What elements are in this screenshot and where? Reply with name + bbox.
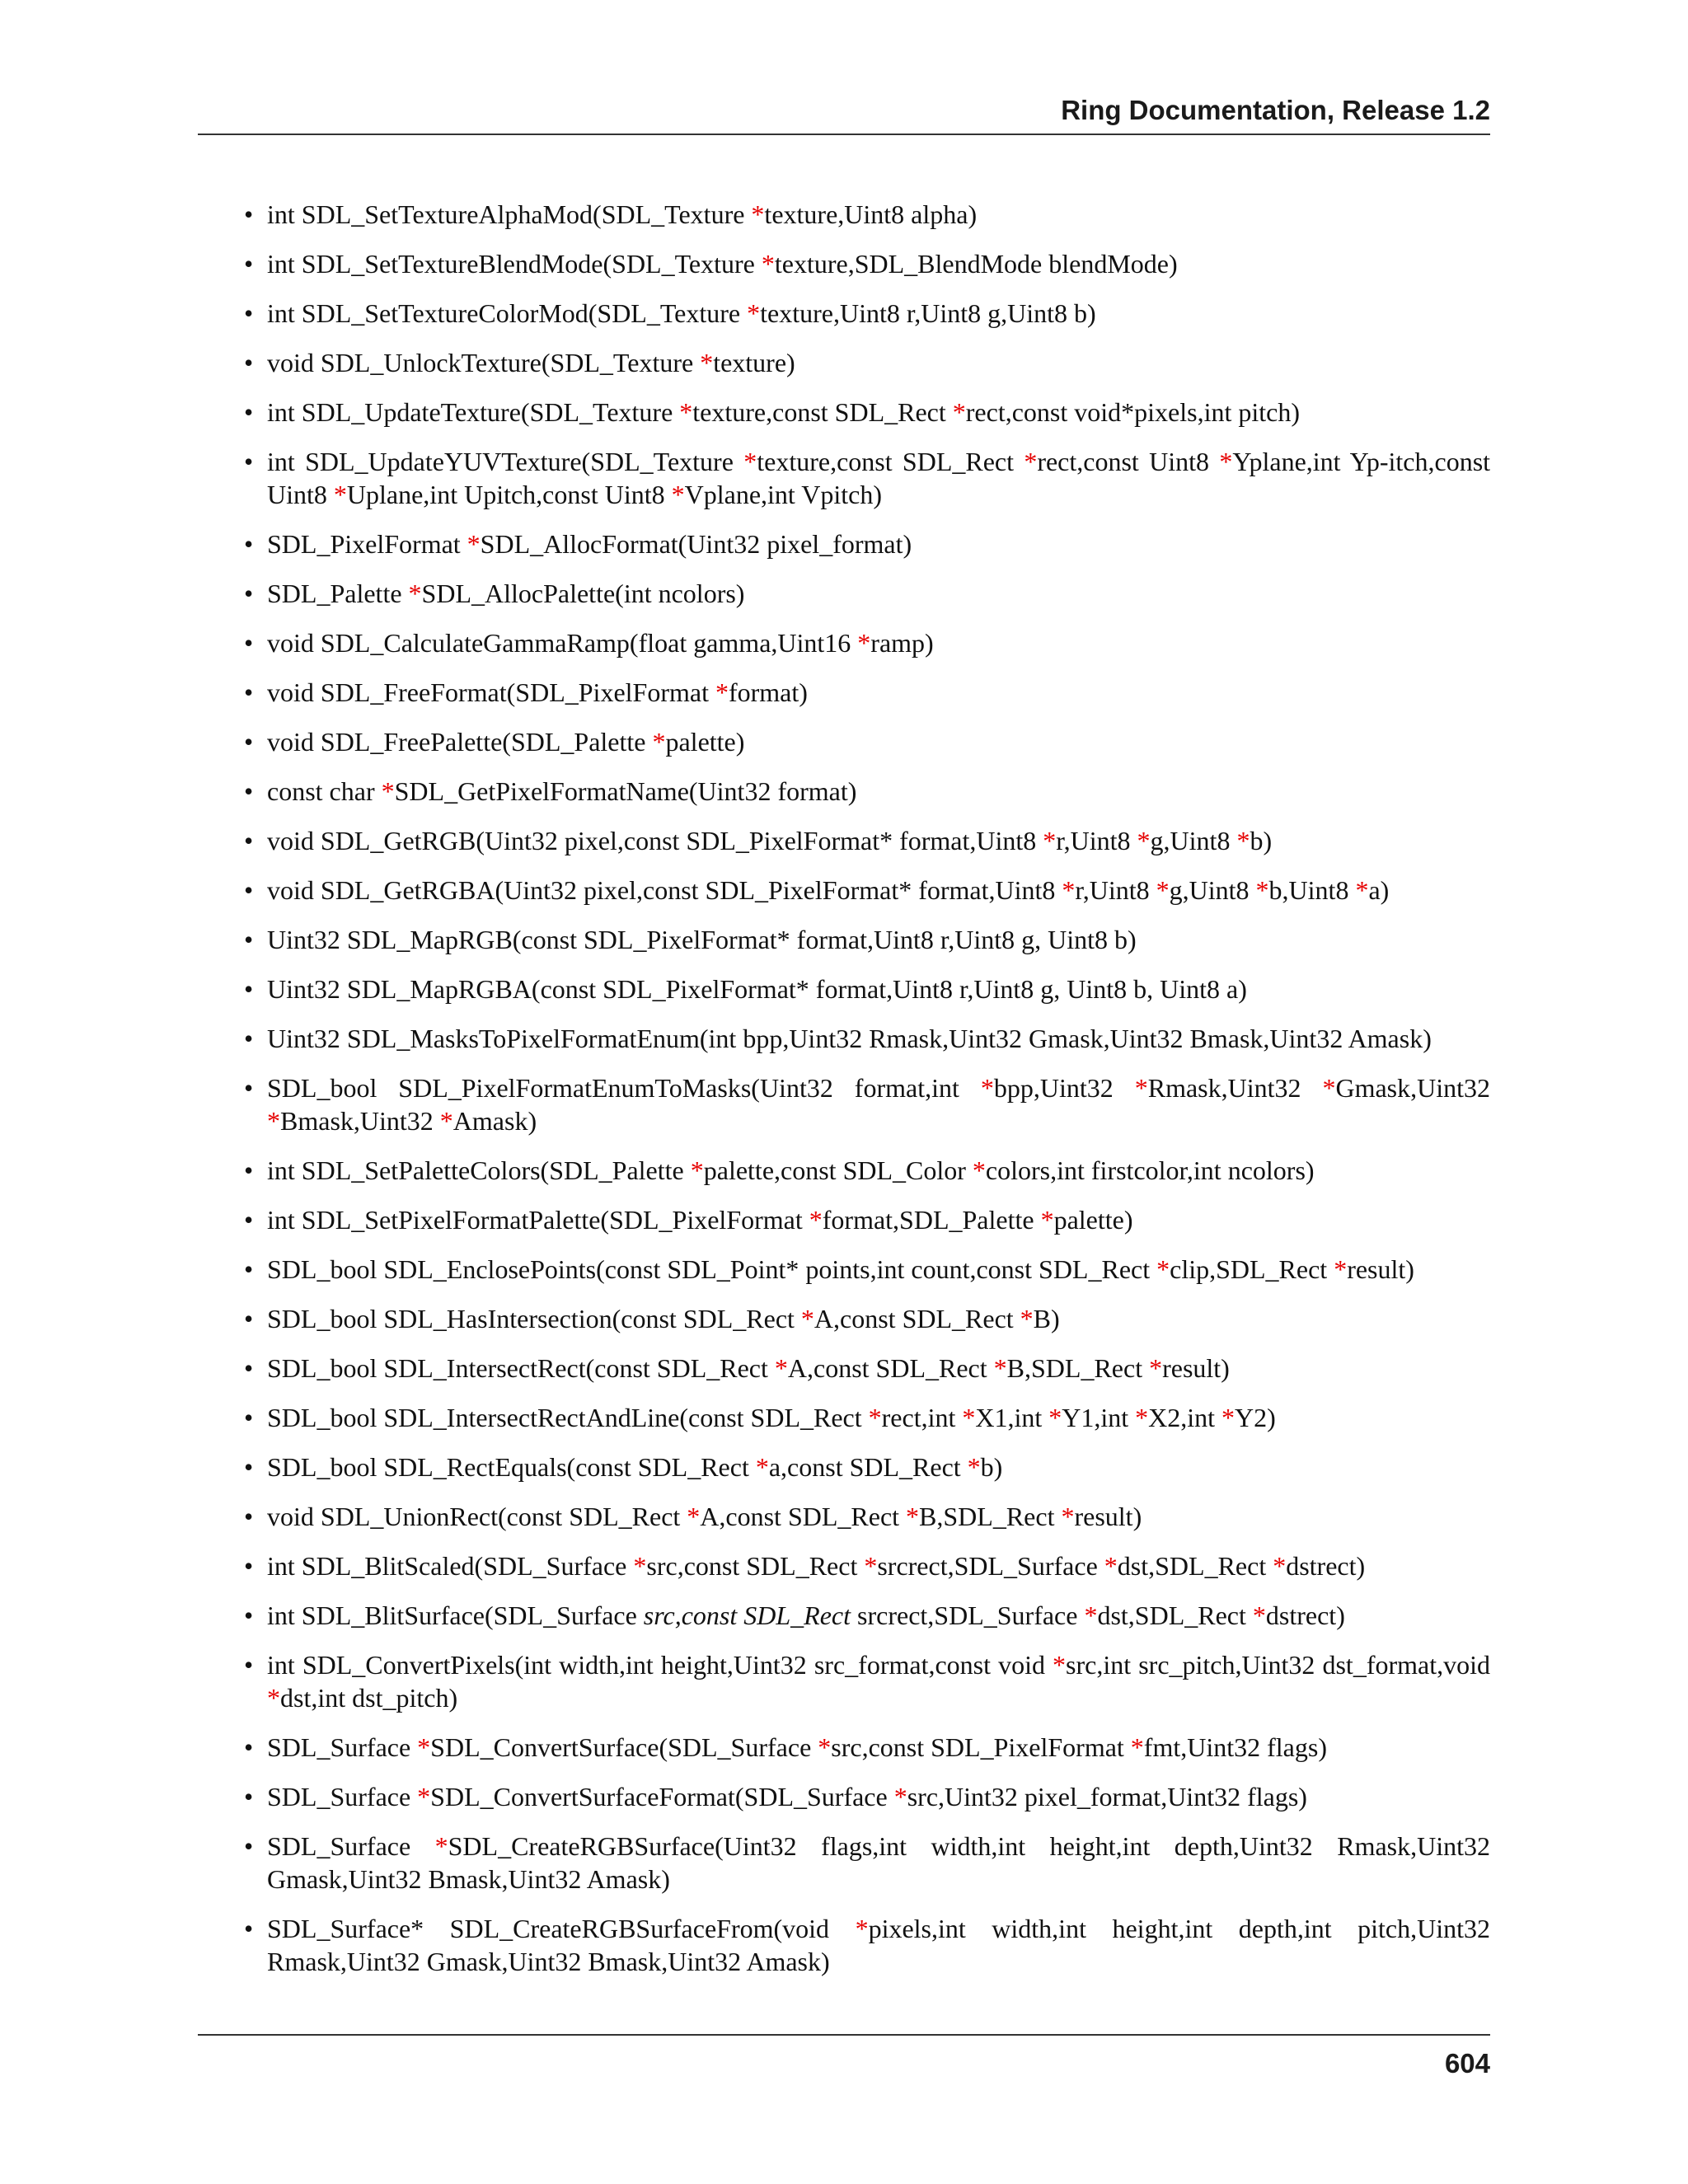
pointer-asterisk: * <box>1084 1601 1098 1630</box>
pointer-asterisk: * <box>1149 1353 1163 1383</box>
signature-text: SDL_bool SDL_IntersectRect(const SDL_Rect <box>267 1353 775 1383</box>
signature-text: palette) <box>665 727 745 757</box>
pointer-asterisk: * <box>809 1205 823 1235</box>
signature-text: Amask) <box>452 1106 537 1136</box>
signature-text: SDL_AllocPalette(int ncolors) <box>421 579 745 608</box>
list-item <box>198 1648 1490 1714</box>
signature-text: Uint32 SDL_MapRGB(const SDL_PixelFormat* format,Uint8 r,Uint8 g, Uint8 b) <box>267 925 1137 954</box>
list-item <box>198 1401 1490 1434</box>
signature-text: void SDL_FreeFormat(SDL_PixelFormat <box>267 677 715 707</box>
signature-text: texture,const SDL_Rect <box>757 447 1025 476</box>
list-item <box>198 1451 1490 1483</box>
signature-text: Bmask,Uint32 <box>280 1106 440 1136</box>
pointer-asterisk: * <box>1053 1650 1067 1680</box>
list-item <box>198 676 1490 709</box>
pointer-asterisk: * <box>855 1914 869 1943</box>
signature-text: dst,int dst_pitch) <box>280 1683 458 1713</box>
signature-text: int SDL_SetPaletteColors(SDL_Palette <box>267 1155 691 1185</box>
pointer-asterisk: * <box>993 1353 1007 1383</box>
signature-text: int SDL_BlitSurface(SDL_Surface <box>267 1601 644 1630</box>
list-item <box>198 198 1490 231</box>
signature-text: b) <box>1250 826 1273 855</box>
pointer-asterisk: * <box>972 1155 986 1185</box>
signature-text: Uplane,int Upitch,const Uint8 <box>346 480 672 509</box>
pointer-asterisk: * <box>743 447 757 476</box>
signature-text: dstrect) <box>1286 1551 1366 1581</box>
signature-text: texture) <box>713 348 795 377</box>
pointer-asterisk: * <box>761 249 775 279</box>
pointer-asterisk: * <box>633 1551 647 1581</box>
pointer-asterisk: * <box>1255 875 1269 905</box>
signature-text: SDL_CreateRGBSurface(Uint32 flags,int width,int height,int depth,Uint32 Rmask,Uint32 Gmask,Uint32 Bmask,Uint32 Amask) <box>267 1831 1490 1894</box>
pointer-asterisk: * <box>417 1782 431 1811</box>
list-item <box>198 1549 1490 1582</box>
page-number: 604 <box>1444 2048 1490 2079</box>
signature-text: Rmask,Uint32 <box>1147 1073 1323 1103</box>
signature-text: ramp) <box>870 628 934 658</box>
signature-text: SDL_bool SDL_HasIntersection(const SDL_Rect <box>267 1304 801 1333</box>
pointer-asterisk: * <box>333 480 347 509</box>
pointer-asterisk: * <box>690 1155 704 1185</box>
signature-text: SDL_Surface <box>267 1831 435 1861</box>
list-item <box>198 396 1490 429</box>
page-footer <box>198 2034 1490 2082</box>
signature-text: src,Uint32 pixel_format,Uint32 flags) <box>907 1782 1307 1811</box>
pointer-asterisk: * <box>679 397 693 427</box>
signature-text: SDL_Surface <box>267 1782 418 1811</box>
pointer-asterisk: * <box>267 1683 280 1713</box>
list-item <box>198 1599 1490 1632</box>
pointer-asterisk: * <box>408 579 422 608</box>
signature-text: SDL_Surface <box>267 1732 418 1762</box>
pointer-asterisk: * <box>751 199 765 229</box>
signature-text: void SDL_GetRGBA(Uint32 pixel,const SDL_PixelFormat* format,Uint8 <box>267 875 1062 905</box>
signature-text: g,Uint8 <box>1169 875 1256 905</box>
signature-text: pixels,int width,int height,int depth,int pitch,Uint32 Rmask,Uint32 Gmask,Uint32 Bmask,Uint32 Amask) <box>267 1914 1491 1976</box>
list-item <box>198 1352 1490 1385</box>
signature-text: int SDL_SetTextureAlphaMod(SDL_Texture <box>267 199 752 229</box>
signature-text: void SDL_UnlockTexture(SDL_Texture <box>267 348 701 377</box>
pointer-asterisk: * <box>800 1304 814 1333</box>
list-item <box>198 626 1490 659</box>
emphasized-text: src,const SDL_Rect <box>643 1601 858 1630</box>
signature-text: Uint32 SDL_MapRGBA(const SDL_PixelFormat* format,Uint8 r,Uint8 g, Uint8 b, Uint8 a) <box>267 974 1247 1004</box>
list-item <box>198 1830 1490 1896</box>
list-item <box>198 923 1490 956</box>
list-item <box>198 725 1490 758</box>
pointer-asterisk: * <box>381 776 395 806</box>
pointer-asterisk: * <box>434 1831 448 1861</box>
signature-text: rect,const Uint8 <box>1037 447 1220 476</box>
page-header <box>198 92 1490 135</box>
pointer-asterisk: * <box>893 1782 907 1811</box>
pointer-asterisk: * <box>980 1073 994 1103</box>
list-item <box>198 527 1490 560</box>
signature-text: a) <box>1368 875 1390 905</box>
pointer-asterisk: * <box>774 1353 788 1383</box>
signature-text: const char <box>267 776 382 806</box>
signature-text: SDL_bool SDL_IntersectRectAndLine(const SDL_Rect <box>267 1403 869 1432</box>
pointer-asterisk: * <box>1221 1403 1236 1432</box>
pointer-asterisk: * <box>1040 1205 1054 1235</box>
signature-text: void SDL_FreePalette(SDL_Palette <box>267 727 653 757</box>
pointer-asterisk: * <box>967 1452 981 1482</box>
pointer-asterisk: * <box>864 1551 878 1581</box>
list-item <box>198 1302 1490 1335</box>
list-item <box>198 1071 1490 1137</box>
pointer-asterisk: * <box>1252 1601 1266 1630</box>
pointer-asterisk: * <box>1355 875 1369 905</box>
signature-text: Y2) <box>1235 1403 1276 1432</box>
pointer-asterisk: * <box>1062 875 1076 905</box>
signature-text: SDL_bool SDL_RectEquals(const SDL_Rect <box>267 1452 756 1482</box>
signature-text: B) <box>1033 1304 1060 1333</box>
signature-text: rect,int <box>881 1403 963 1432</box>
signature-text: g,Uint8 <box>1150 826 1237 855</box>
pointer-asterisk: * <box>687 1502 701 1531</box>
pointer-asterisk: * <box>1104 1551 1118 1581</box>
signature-text: int SDL_SetTextureColorMod(SDL_Texture <box>267 298 748 328</box>
pointer-asterisk: * <box>1048 1403 1062 1432</box>
signature-text: dstrect) <box>1265 1601 1345 1630</box>
list-item <box>198 1203 1490 1236</box>
list-item <box>198 577 1490 610</box>
list-item <box>198 824 1490 857</box>
pointer-asterisk: * <box>1322 1073 1336 1103</box>
signature-text: result) <box>1162 1353 1230 1383</box>
signature-text: int SDL_BlitScaled(SDL_Surface <box>267 1551 634 1581</box>
pointer-asterisk: * <box>1137 826 1151 855</box>
pointer-asterisk: * <box>1334 1254 1348 1284</box>
signature-text: srcrect,SDL_Surface <box>877 1551 1104 1581</box>
function-list <box>198 198 1490 1978</box>
signature-text: SDL_Surface* SDL_CreateRGBSurfaceFrom(void <box>267 1914 856 1943</box>
signature-text: texture,Uint8 r,Uint8 g,Uint8 b) <box>760 298 1096 328</box>
signature-text: dst,SDL_Rect <box>1117 1551 1273 1581</box>
pointer-asterisk: * <box>1273 1551 1287 1581</box>
signature-text: format,SDL_Palette <box>822 1205 1041 1235</box>
signature-text: X2,int <box>1148 1403 1222 1432</box>
signature-text: b) <box>980 1452 1003 1482</box>
list-item <box>198 1780 1490 1813</box>
signature-text: srcrect,SDL_Surface <box>857 1601 1085 1630</box>
pointer-asterisk: * <box>439 1106 453 1136</box>
signature-text: SDL_bool SDL_EnclosePoints(const SDL_Point* points,int count,const SDL_Rect <box>267 1254 1157 1284</box>
header-title: Ring Documentation, Release 1.2 <box>1061 95 1490 125</box>
signature-text: result) <box>1074 1502 1142 1531</box>
signature-text: SDL_AllocFormat(Uint32 pixel_format) <box>480 529 912 559</box>
signature-text: texture,SDL_BlendMode blendMode) <box>774 249 1178 279</box>
pointer-asterisk: * <box>1020 1304 1034 1333</box>
signature-text: Y1,int <box>1062 1403 1136 1432</box>
pointer-asterisk: * <box>857 628 871 658</box>
signature-text: B,SDL_Rect <box>919 1502 1062 1531</box>
signature-text: palette) <box>1053 1205 1133 1235</box>
signature-text: a,const SDL_Rect <box>768 1452 968 1482</box>
signature-text: int SDL_UpdateYUVTexture(SDL_Texture <box>267 447 744 476</box>
signature-text: void SDL_CalculateGammaRamp(float gamma,Uint16 <box>267 628 858 658</box>
signature-text: src,const SDL_Rect <box>646 1551 865 1581</box>
pointer-asterisk: * <box>747 298 761 328</box>
signature-text: Yplane,int Yp-itch,const Uint8 <box>267 447 1491 509</box>
signature-text: SDL_PixelFormat <box>267 529 467 559</box>
signature-text: src,const SDL_PixelFormat <box>831 1732 1131 1762</box>
signature-text: dst,SDL_Rect <box>1097 1601 1253 1630</box>
list-item <box>198 346 1490 379</box>
signature-text: fmt,Uint32 flags) <box>1143 1732 1327 1762</box>
pointer-asterisk: * <box>952 397 966 427</box>
signature-text: Gmask,Uint32 <box>1335 1073 1491 1103</box>
pointer-asterisk: * <box>1135 1403 1149 1432</box>
signature-text: void SDL_UnionRect(const SDL_Rect <box>267 1502 687 1531</box>
signature-text: int SDL_UpdateTexture(SDL_Texture <box>267 397 680 427</box>
pointer-asterisk: * <box>1156 875 1170 905</box>
pointer-asterisk: * <box>700 348 714 377</box>
pointer-asterisk: * <box>417 1732 431 1762</box>
list-item <box>198 972 1490 1005</box>
list-item <box>198 1022 1490 1055</box>
list-item <box>198 1500 1490 1533</box>
pointer-asterisk: * <box>1219 447 1233 476</box>
list-item <box>198 445 1490 511</box>
pointer-asterisk: * <box>1061 1502 1075 1531</box>
pointer-asterisk: * <box>1130 1732 1144 1762</box>
pointer-asterisk: * <box>1043 826 1057 855</box>
signature-text: b,Uint8 <box>1268 875 1356 905</box>
signature-text: r,Uint8 <box>1075 875 1156 905</box>
pointer-asterisk: * <box>267 1106 280 1136</box>
signature-text: A,const SDL_Rect <box>814 1304 1020 1333</box>
list-item <box>198 247 1490 280</box>
signature-text: Uint32 SDL_MasksToPixelFormatEnum(int bpp,Uint32 Rmask,Uint32 Gmask,Uint32 Bmask,Uint32 Amask) <box>267 1024 1432 1053</box>
signature-text: texture,Uint8 alpha) <box>764 199 978 229</box>
pointer-asterisk: * <box>906 1502 920 1531</box>
list-item <box>198 1731 1490 1764</box>
signature-text: SDL_Palette <box>267 579 409 608</box>
page-content <box>198 198 1490 1994</box>
signature-text: r,Uint8 <box>1056 826 1137 855</box>
pointer-asterisk: * <box>671 480 685 509</box>
signature-text: int SDL_SetTextureBlendMode(SDL_Texture <box>267 249 762 279</box>
signature-text: int SDL_SetPixelFormatPalette(SDL_PixelFormat <box>267 1205 809 1235</box>
signature-text: X1,int <box>975 1403 1049 1432</box>
signature-text: bpp,Uint32 <box>993 1073 1135 1103</box>
signature-text: texture,const SDL_Rect <box>692 397 953 427</box>
pointer-asterisk: * <box>652 727 666 757</box>
signature-text: palette,const SDL_Color <box>703 1155 973 1185</box>
list-item <box>198 297 1490 330</box>
signature-text: int SDL_ConvertPixels(int width,int height,Uint32 src_format,const void <box>267 1650 1053 1680</box>
signature-text: result) <box>1347 1254 1414 1284</box>
pointer-asterisk: * <box>467 529 481 559</box>
signature-text: colors,int firstcolor,int ncolors) <box>985 1155 1315 1185</box>
list-item <box>198 874 1490 907</box>
signature-text: SDL_ConvertSurfaceFormat(SDL_Surface <box>430 1782 894 1811</box>
list-item <box>198 1154 1490 1187</box>
signature-text: SDL_ConvertSurface(SDL_Surface <box>430 1732 818 1762</box>
pointer-asterisk: * <box>1236 826 1250 855</box>
list-item <box>198 1912 1490 1978</box>
signature-text: B,SDL_Rect <box>1006 1353 1150 1383</box>
pointer-asterisk: * <box>755 1452 769 1482</box>
pointer-asterisk: * <box>818 1732 832 1762</box>
pointer-asterisk: * <box>1024 447 1038 476</box>
pointer-asterisk: * <box>962 1403 976 1432</box>
pointer-asterisk: * <box>1156 1254 1170 1284</box>
signature-text: clip,SDL_Rect <box>1170 1254 1334 1284</box>
list-item <box>198 775 1490 808</box>
signature-text: src,int src_pitch,Uint32 dst_format,void <box>1066 1650 1491 1680</box>
pointer-asterisk: * <box>1134 1073 1148 1103</box>
signature-text: SDL_GetPixelFormatName(Uint32 format) <box>394 776 857 806</box>
signature-text: Vplane,int Vpitch) <box>684 480 882 509</box>
pointer-asterisk: * <box>715 677 729 707</box>
signature-text: SDL_bool SDL_PixelFormatEnumToMasks(Uint32 format,int <box>267 1073 981 1103</box>
signature-text: rect,const void*pixels,int pitch) <box>965 397 1301 427</box>
list-item <box>198 1253 1490 1286</box>
signature-text: void SDL_GetRGB(Uint32 pixel,const SDL_PixelFormat* format,Uint8 <box>267 826 1043 855</box>
signature-text: format) <box>728 677 808 707</box>
pointer-asterisk: * <box>868 1403 882 1432</box>
signature-text: A,const SDL_Rect <box>787 1353 994 1383</box>
signature-text: A,const SDL_Rect <box>700 1502 907 1531</box>
